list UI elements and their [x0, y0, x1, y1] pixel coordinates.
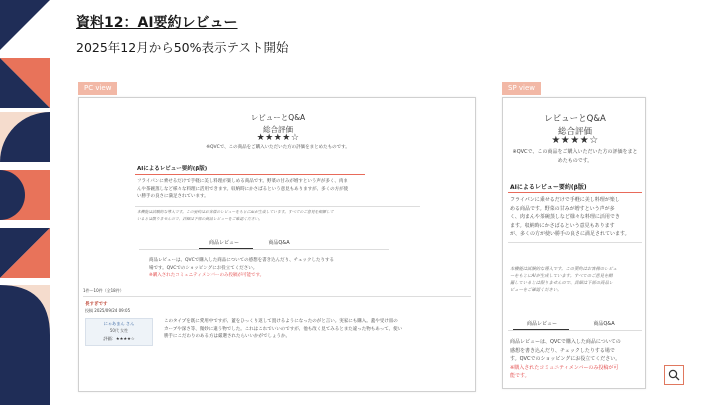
sp-review-info: 商品レビューは、QVCで購入した商品についての 感想を書き込んだり、チェックしたりする場で す。QVCでのショッピングにお役立てください。 ※購入されたコミュニティメンバーのみ投稿が可 能です。 [510, 339, 621, 379]
sp-star-rating: ★★★★☆ [551, 135, 599, 146]
reviewer-name[interactable]: にゃあまん さん [103, 321, 135, 326]
pc-review-tag: 長すぎです [85, 302, 108, 307]
sp-tab-qa[interactable]: 商品Q&A [593, 321, 615, 327]
pc-ai-title-underline [135, 174, 365, 175]
sp-ai-title-underline [508, 192, 642, 193]
sp-tab-reviews[interactable]: 商品レビュー [526, 321, 557, 327]
pc-review-heading: レビューとQ&A [250, 113, 306, 122]
pc-review-date: 投稿 2025/09/24 09:05 [85, 308, 131, 313]
reviewer-age: 50代 女性 [109, 328, 129, 333]
pc-tab-qa[interactable]: 商品Q&A [268, 240, 290, 246]
pc-review-count: 1件〜10件（全18件） [83, 288, 124, 293]
pc-ai-disclaimer: 本機能は試験的な導入です。この要約はお客様のレビューをもとにAIが生成しています。すべてのご意見を網羅して いるとは限りませんので、詳細は下部の商品レビューをご確認ください。 [137, 209, 334, 221]
search-button[interactable] [664, 365, 684, 385]
pc-review-panel [78, 97, 476, 392]
search-icon [668, 369, 680, 381]
sp-review-panel [502, 97, 646, 389]
sp-rating-note: ※QVCで、この商品をご購入いただいた方の評価をまと めたものです。 [512, 149, 638, 164]
sp-ai-disclaimer: 本機能は試験的な導入です。この要約はお客様のレビュ ーをもとにAIが生成しています。すべてのご意見を網 羅しているとは限りませんので、詳細は下部の商品レ ビューをご確認ください。 [510, 267, 618, 293]
sp-rating-label: 総合評価 [557, 127, 592, 137]
sp-review-heading: レビューとQ&A [544, 114, 606, 124]
pc-review-info: 商品レビューは、QVCで購入した商品についての感想を書き込んだり、チェックしたりする 場です。QVCでのショッピングにお役立てください。 ※購入されたコミュニティメンバーのみ投稿が可能です。 [149, 258, 335, 278]
pc-star-rating: ★★★★☆ [256, 133, 300, 143]
pc-rating-note: ※QVCで、この商品をご購入いただいた方の評価をまとめたものです。 [206, 145, 350, 150]
pc-view-label: PC view [78, 82, 117, 95]
decorative-shapes [0, 0, 50, 405]
pc-reviewer-card [85, 318, 153, 346]
slide-title: 資料12：AI要約レビュー [76, 15, 238, 31]
pc-rating-label: 総合評価 [263, 125, 293, 134]
slide-subtitle: 2025年12月から50%表示テスト開始 [76, 40, 289, 55]
sp-view-label: SP view [502, 82, 541, 95]
sp-ai-summary-body: フライパンに乗せるだけで手軽に美し料理が楽し める商品です。野菜の甘みが増すという声が多 く、肉まんや茶碗蒸しなど様々な料理に活用でき ます。収納時にかさばるという意見もあります が、多くの方が使い勝手の良さに満足されています。 [510, 197, 630, 237]
sp-ai-summary-title: AIによるレビュー要約(β版) [510, 184, 587, 191]
pc-tab-reviews[interactable]: 商品レビュー [208, 240, 239, 246]
pc-ai-summary-title: AIによるレビュー要約(β版) [137, 166, 208, 172]
pc-ai-summary-body: フライパンに乗せるだけで手軽に美し料理が楽しめる商品です。野菜の甘みが増すという声が多く、肉ま んや茶碗蒸しなど様々な料理に活用できます。収納時にかさばるという意見もありますが、多くの方が使 い勝手の良さに満足されています。 [137, 179, 349, 199]
reviewer-rating: 評価：★★★★☆ [103, 336, 135, 341]
pc-review-text: このタイプを既に愛用中ですが、蓋をひっくり返して置けるようになったのがと言い。実家にも購入。蓋や受け皿の カーブや深さ等、微妙に違う物でした。これはこれでいいのですが、他も改く見てみるとまた違った物もあって、使い 勝手にこだわりのある方は厳選されたらいいかがでしょうか。 [164, 319, 403, 339]
